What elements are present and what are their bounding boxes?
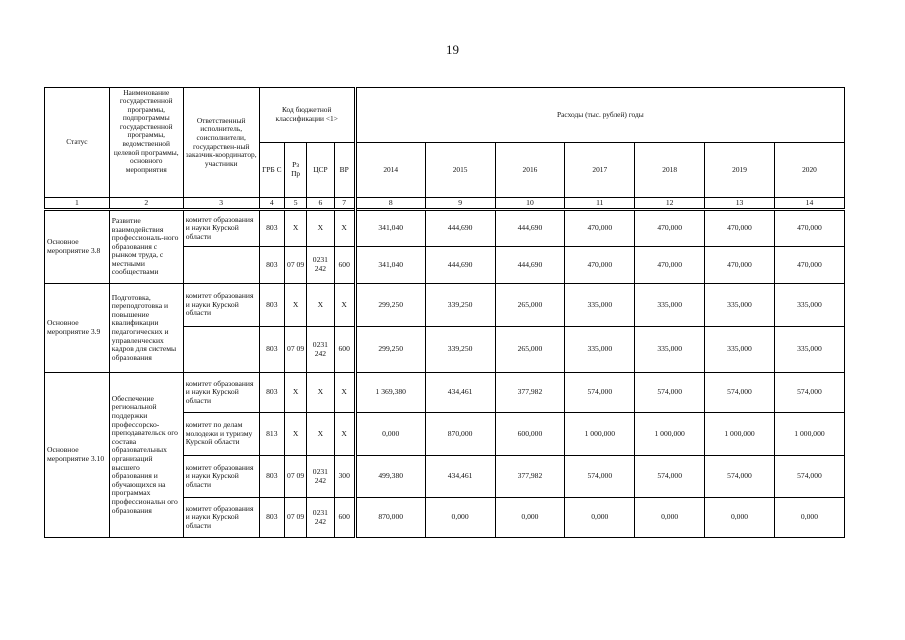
- column-number: 9: [425, 198, 495, 210]
- column-number: 11: [565, 198, 635, 210]
- page-number: 19: [446, 42, 459, 57]
- table-row: [45, 210, 845, 247]
- header-year-2019: 2019: [705, 143, 775, 198]
- vr-cell: 300: [334, 456, 355, 498]
- grbs-cell: 803: [259, 247, 284, 284]
- column-number: 6: [307, 198, 334, 210]
- value-cell: 574,000: [774, 373, 844, 413]
- header-rzpr: Рз Пр: [284, 143, 306, 198]
- value-cell: 299,250: [355, 327, 425, 373]
- header-budget-code: Код бюджетной классификации <1>: [259, 88, 355, 143]
- responsible-cell: комитет по делам молодежи и туризму Курской области: [183, 413, 259, 456]
- value-cell: 870,000: [355, 498, 425, 538]
- responsible-cell: [183, 247, 259, 284]
- value-cell: 0,000: [425, 498, 495, 538]
- value-cell: 470,000: [705, 210, 775, 247]
- value-cell: 1 000,000: [635, 413, 705, 456]
- value-cell: 341,040: [355, 247, 425, 284]
- rzpr-cell: X: [284, 210, 306, 247]
- grbs-cell: 803: [259, 210, 284, 247]
- column-number: 10: [495, 198, 565, 210]
- rzpr-cell: X: [284, 284, 306, 327]
- header-csr: ЦСР: [307, 143, 334, 198]
- vr-cell: X: [334, 284, 355, 327]
- column-number: 14: [774, 198, 844, 210]
- vr-cell: 600: [334, 247, 355, 284]
- value-cell: 499,380: [355, 456, 425, 498]
- budget-table: [44, 87, 845, 538]
- responsible-cell: [183, 327, 259, 373]
- csr-cell: X: [307, 413, 334, 456]
- value-cell: 335,000: [565, 327, 635, 373]
- header-year-2016: 2016: [495, 143, 565, 198]
- value-cell: 574,000: [774, 456, 844, 498]
- grbs-cell: 813: [259, 413, 284, 456]
- value-cell: 470,000: [705, 247, 775, 284]
- value-cell: 335,000: [774, 284, 844, 327]
- value-cell: 444,690: [495, 247, 565, 284]
- column-number: 5: [284, 198, 306, 210]
- responsible-cell: комитет образования и науки Курской области: [183, 284, 259, 327]
- header-status: Статус: [45, 88, 110, 198]
- value-cell: 574,000: [705, 456, 775, 498]
- csr-cell: 0231 242: [307, 247, 334, 284]
- name-cell: Обеспечение региональной поддержки профессорско-преподавательск ого состава образовательных организаций высшего образования и обучающихся на программах профессиональн ого образования: [109, 373, 183, 538]
- value-cell: 341,040: [355, 210, 425, 247]
- value-cell: 470,000: [635, 247, 705, 284]
- column-number: 3: [183, 198, 259, 210]
- value-cell: 0,000: [565, 498, 635, 538]
- value-cell: 0,000: [635, 498, 705, 538]
- csr-cell: 0231 242: [307, 327, 334, 373]
- status-cell: Основное мероприятие 3.8: [45, 210, 110, 284]
- grbs-cell: 803: [259, 284, 284, 327]
- name-cell: Развитие взаимодействия профессиональ-ного образования с рынком труда, с местными сообществами: [109, 210, 183, 284]
- value-cell: 1 000,000: [565, 413, 635, 456]
- group-3-9: [45, 284, 845, 373]
- status-cell: Основное мероприятие 3.10: [45, 373, 110, 538]
- value-cell: 444,690: [425, 210, 495, 247]
- responsible-cell: комитет образования и науки Курской области: [183, 498, 259, 538]
- value-cell: 574,000: [635, 373, 705, 413]
- rzpr-cell: 07 09: [284, 247, 306, 284]
- column-number: 1: [45, 198, 110, 210]
- column-number: 8: [355, 198, 425, 210]
- group-3-10: [45, 373, 845, 538]
- column-number: 13: [705, 198, 775, 210]
- csr-cell: X: [307, 373, 334, 413]
- header-name: Наименование государственной программы, подпрограммы государственной программы, ведомственной целевой программы, основного мероприятия: [109, 88, 183, 198]
- rzpr-cell: 07 09: [284, 498, 306, 538]
- value-cell: 574,000: [705, 373, 775, 413]
- header-expenses: Расходы (тыс. рублей) годы: [355, 88, 844, 143]
- header-responsible: Ответственный исполнитель, соисполнители, государствен-ный заказчик-координатор, участники: [183, 88, 259, 198]
- value-cell: 444,690: [425, 247, 495, 284]
- value-cell: 470,000: [635, 210, 705, 247]
- vr-cell: 600: [334, 498, 355, 538]
- grbs-cell: 803: [259, 327, 284, 373]
- rzpr-cell: 07 09: [284, 456, 306, 498]
- grbs-cell: 803: [259, 498, 284, 538]
- vr-cell: 600: [334, 327, 355, 373]
- value-cell: 470,000: [565, 210, 635, 247]
- responsible-cell: комитет образования и науки Курской области: [183, 373, 259, 413]
- value-cell: 574,000: [565, 456, 635, 498]
- header-year-2014: 2014: [355, 143, 425, 198]
- column-number-row: [45, 198, 845, 210]
- value-cell: 265,000: [495, 327, 565, 373]
- grbs-cell: 803: [259, 373, 284, 413]
- value-cell: 574,000: [635, 456, 705, 498]
- value-cell: 444,690: [495, 210, 565, 247]
- value-cell: 0,000: [705, 498, 775, 538]
- value-cell: 470,000: [565, 247, 635, 284]
- csr-cell: 0231 242: [307, 456, 334, 498]
- value-cell: 339,250: [425, 327, 495, 373]
- value-cell: 335,000: [565, 284, 635, 327]
- vr-cell: X: [334, 373, 355, 413]
- value-cell: 335,000: [774, 327, 844, 373]
- rzpr-cell: 07 09: [284, 327, 306, 373]
- value-cell: 870,000: [425, 413, 495, 456]
- csr-cell: X: [307, 210, 334, 247]
- value-cell: 0,000: [774, 498, 844, 538]
- value-cell: 335,000: [635, 327, 705, 373]
- value-cell: 434,461: [425, 456, 495, 498]
- value-cell: 335,000: [635, 284, 705, 327]
- value-cell: 335,000: [705, 327, 775, 373]
- value-cell: 299,250: [355, 284, 425, 327]
- grbs-cell: 803: [259, 456, 284, 498]
- column-number: 7: [334, 198, 355, 210]
- table-row: [45, 373, 845, 413]
- column-number: 4: [259, 198, 284, 210]
- value-cell: 0,000: [355, 413, 425, 456]
- value-cell: 574,000: [565, 373, 635, 413]
- responsible-cell: комитет образования и науки Курской области: [183, 456, 259, 498]
- csr-cell: 0231 242: [307, 498, 334, 538]
- value-cell: 0,000: [495, 498, 565, 538]
- vr-cell: X: [334, 210, 355, 247]
- value-cell: 377,982: [495, 373, 565, 413]
- header-year-2018: 2018: [635, 143, 705, 198]
- value-cell: 434,461: [425, 373, 495, 413]
- value-cell: 470,000: [774, 210, 844, 247]
- value-cell: 600,000: [495, 413, 565, 456]
- value-cell: 335,000: [705, 284, 775, 327]
- vr-cell: X: [334, 413, 355, 456]
- column-number: 12: [635, 198, 705, 210]
- status-cell: Основное мероприятие 3.9: [45, 284, 110, 373]
- value-cell: 1 369,380: [355, 373, 425, 413]
- name-cell: Подготовка, переподготовка и повышение квалификации педагогических и управленческих кадров для системы образования: [109, 284, 183, 373]
- value-cell: 1 000,000: [705, 413, 775, 456]
- header-grbs: ГРБ С: [259, 143, 284, 198]
- value-cell: 339,250: [425, 284, 495, 327]
- responsible-cell: комитет образования и науки Курской области: [183, 210, 259, 247]
- header-vr: ВР: [334, 143, 355, 198]
- header-year-2017: 2017: [565, 143, 635, 198]
- header-year-2015: 2015: [425, 143, 495, 198]
- rzpr-cell: X: [284, 413, 306, 456]
- value-cell: 470,000: [774, 247, 844, 284]
- column-number: 2: [109, 198, 183, 210]
- header-year-2020: 2020: [774, 143, 844, 198]
- table-header: [45, 88, 845, 210]
- value-cell: 1 000,000: [774, 413, 844, 456]
- value-cell: 265,000: [495, 284, 565, 327]
- group-3-8: [45, 210, 845, 284]
- value-cell: 377,982: [495, 456, 565, 498]
- csr-cell: X: [307, 284, 334, 327]
- table-row: [45, 284, 845, 327]
- rzpr-cell: X: [284, 373, 306, 413]
